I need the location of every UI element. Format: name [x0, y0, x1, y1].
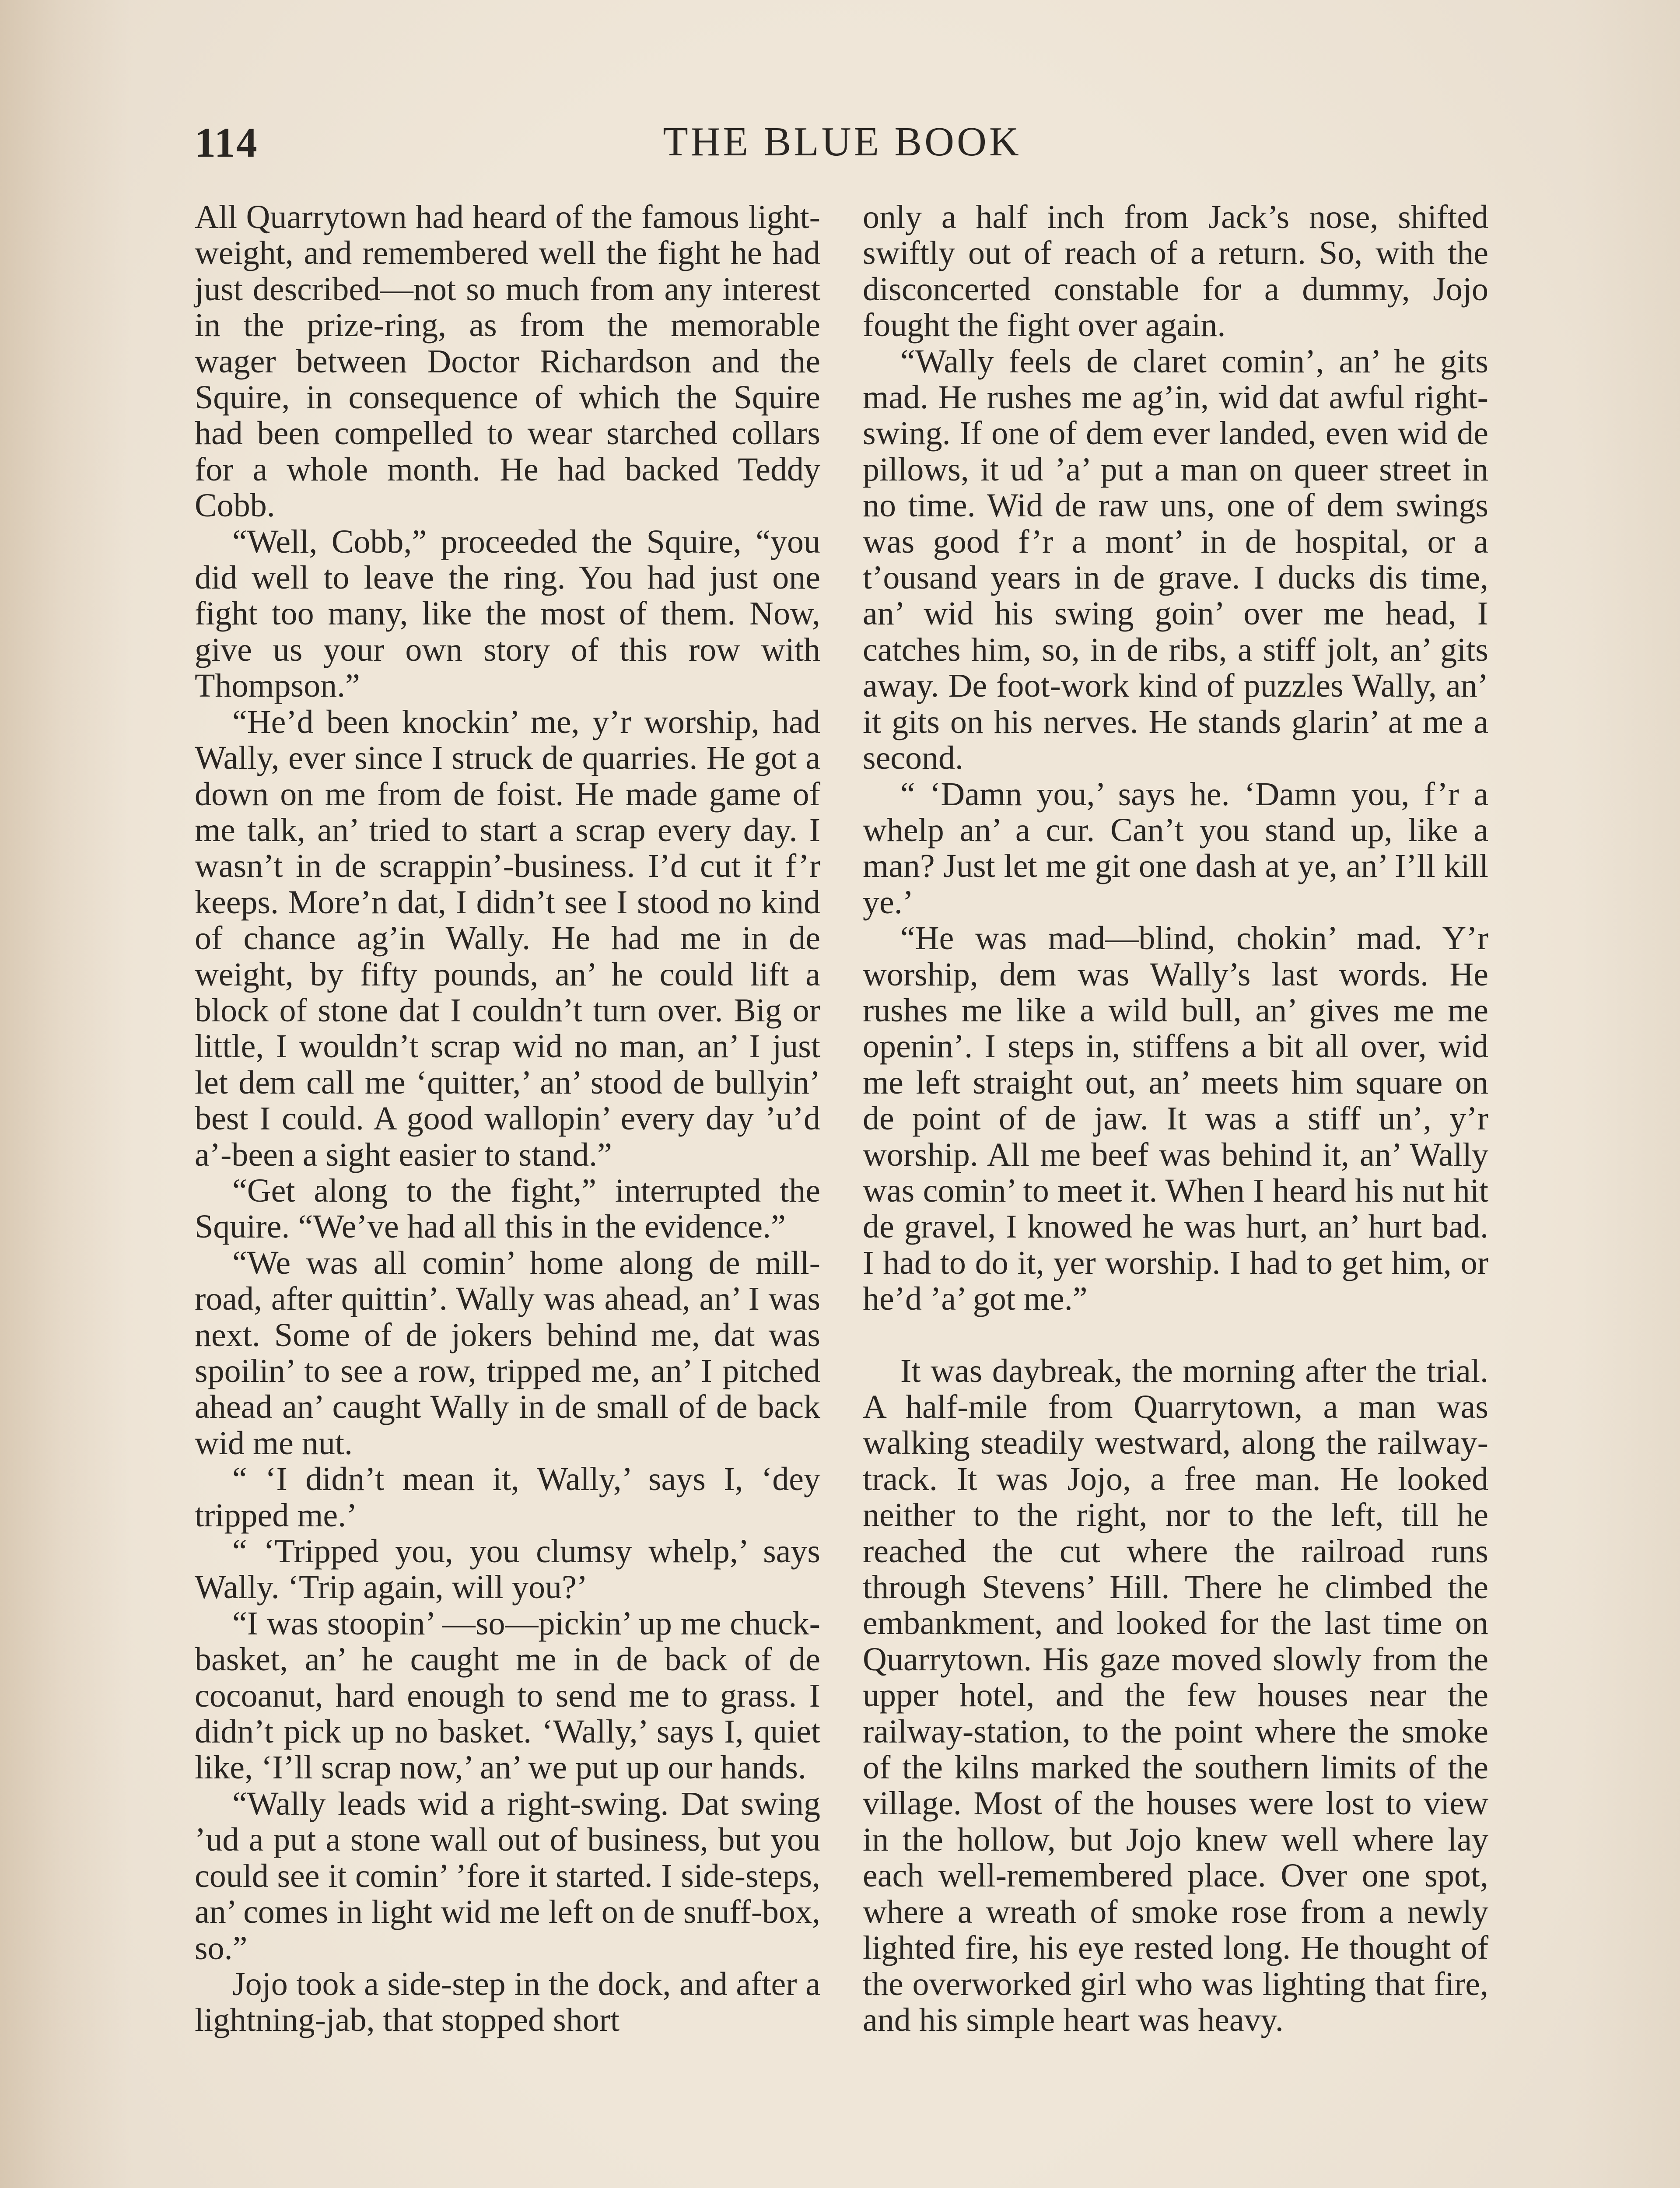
paragraph: “Well, Cobb,” proceeded the Squire, “you did well to leave the ring. You had just one fight too many, like the most of them. Now, give us your own story of this row with Thompson.”: [195, 523, 820, 705]
paragraph: “We was all comin’ home along de mill-road, after quittin’. Wally was ahead, an’ I was next. Some of de jokers behind me, dat was spoilin’ to see a row, tripped me, an’ I pitched ahead an’ caught Wally in de small of de back wid me nut.: [195, 1244, 820, 1462]
running-title: THE BLUE BOOK: [663, 119, 1022, 165]
paragraph: All Quarrytown had heard of the famous light-weight, and remembered well the fight he had just described—not so much from any interest in the prize-ring, as from the memorable wager between Doctor Richardson and the Squire, in consequence of which the Squire had been compelled to wear starched collars for a whole month. He had backed Teddy Cobb.: [195, 199, 820, 524]
paragraph: “He’d been knockin’ me, y’r worship, had Wally, ever since I struck de quarries. He got a down on me from de foist. He made game of me talk, an’ tried to start a scrap every day. I wasn’t in de scrappin’-business. I’d cut it f’r keeps. More’n dat, I didn’t see I stood no kind of chance ag’in Wally. He had me in de weight, by fifty pounds, an’ he could lift a block of stone dat I couldn’t turn over. Big or little, I wouldn’t scrap wid no man, an’ I just let dem call me ‘quitter,’ an’ stood de bullyin’ best I could. A good wallopin’ every day ’u’d a’-been a sight easier to stand.”: [195, 703, 820, 1173]
right-column: [863, 199, 1488, 2038]
paragraph: Jojo took a side-step in the dock, and after a lightning-jab, that stopped short: [195, 1965, 820, 2039]
page-header: [195, 118, 1490, 175]
paragraph: “Get along to the fight,” interrupted the Squire. “We’ve had all this in the evidence.”: [195, 1172, 820, 1245]
paragraph: “Wally feels de claret comin’, an’ he gits mad. He rushes me ag’in, wid dat awful right-swing. If one of dem ever landed, even wid de pillows, it ud ’a’ put a man on queer street in no time. Wid de raw uns, one of dem swings was good f’r a mont’ in de hospital, or a t’ousand years in de grave. I ducks dis time, an’ wid his swing goin’ over me head, I catches him, so, in de ribs, a stiff jolt, an’ gits away. De foot-work kind of puzzles Wally, an’ it gits on his nerves. He stands glarin’ at me a second.: [863, 343, 1488, 777]
page-number: 114: [195, 119, 258, 166]
paragraph: “ ‘I didn’t mean it, Wally,’ says I, ‘dey tripped me.’: [195, 1461, 820, 1534]
paragraph: “He was mad—blind, chokin’ mad. Y’r worship, dem was Wally’s last words. He rushes me like a wild bull, an’ gives me me openin’. I steps in, stiffens a bit all over, wid me left straight out, an’ meets him square on de point of de jaw. It was a stiff un’, y’r worship. All me beef was behind it, an’ Wally was comin’ to meet it. When I heard his nut hit de gravel, I knowed he was hurt, an’ hurt bad. I had to do it, yer worship. I had to get him, or he’d ’a’ got me.”: [863, 920, 1488, 1318]
left-column: [195, 199, 820, 2038]
paragraph: “ ‘Damn you,’ says he. ‘Damn you, f’r a whelp an’ a cur. Can’t you stand up, like a man? Just let me git one dash at ye, an’ I’ll kill ye.’: [863, 775, 1488, 921]
paragraph: It was daybreak, the morning after the trial. A half-mile from Quarrytown, a man was walking steadily westward, along the railway-track. It was Jojo, a free man. He looked neither to the right, nor to the left, till he reached the cut where the railroad runs through Stevens’ Hill. There he climbed the embankment, and looked for the last time on Quarrytown. His gaze moved slowly from the upper hotel, and the few houses near the railway-station, to the point where the smoke of the kilns marked the southern limits of the village. Most of the houses were lost to view in the hollow, but Jojo knew well where lay each well-remembered place. Over one spot, where a wreath of smoke rose from a newly lighted fire, his eye rested long. He thought of the overworked girl who was lighting that fire, and his simple heart was heavy.: [863, 1352, 1488, 2038]
paragraph: only a half inch from Jack’s nose, shifted swiftly out of reach of a return. So, with the disconcerted constable for a dummy, Jojo fought the fight over again.: [863, 199, 1488, 344]
paragraph: “I was stoopin’ —so—pickin’ up me chuck-basket, an’ he caught me in de back of de cocoanut, hard enough to send me to grass. I didn’t pick up no basket. ‘Wally,’ says I, quiet like, ‘I’ll scrap now,’ an’ we put up our hands.: [195, 1605, 820, 1786]
paragraph: “Wally leads wid a right-swing. Dat swing ’ud a put a stone wall out of business, but you could see it comin’ ’fore it started. I side-steps, an’ comes in light wid me left on de snuff-box, so.”: [195, 1785, 820, 1967]
paragraph: “ ‘Tripped you, you clumsy whelp,’ says Wally. ‘Trip again, will you?’: [195, 1533, 820, 1606]
